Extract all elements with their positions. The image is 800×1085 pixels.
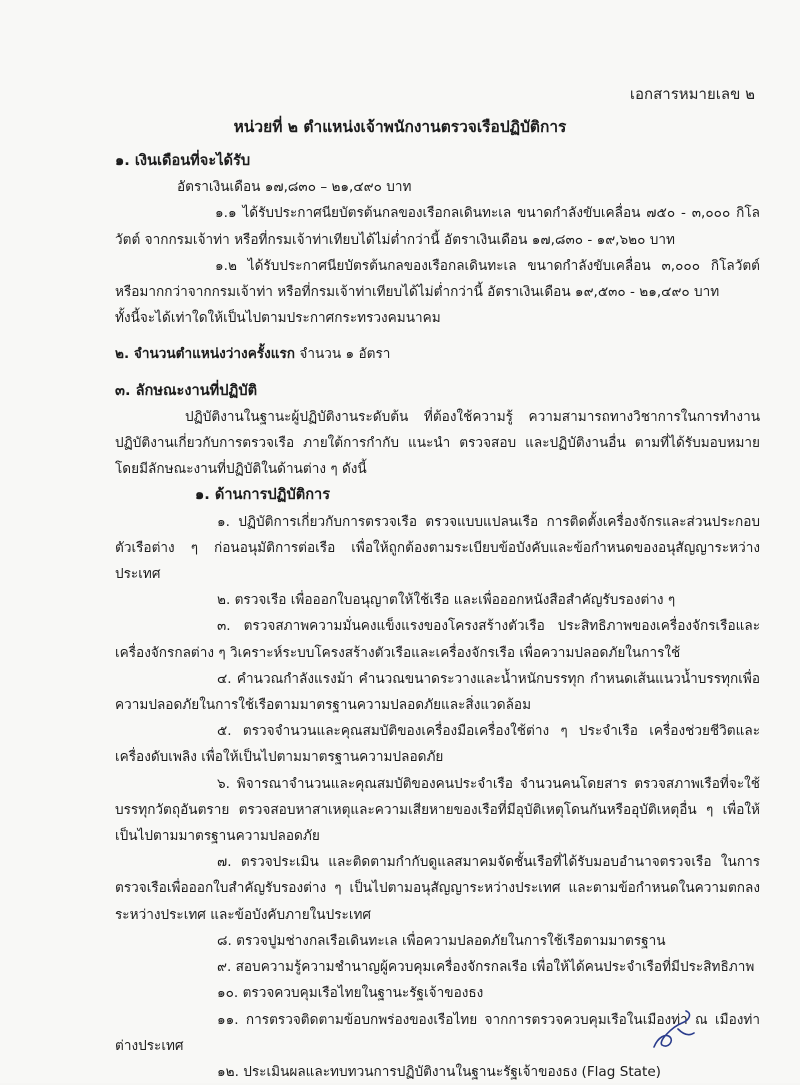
operations-heading: ๑. ด้านการปฏิบัติการ <box>195 486 331 504</box>
duty-item-8: ๘. ตรวจปูมช่างกลเรือเดินทะเล เพื่อความปลอดภัยในการใช้เรือตามมาตรฐาน <box>217 932 666 949</box>
section-2-heading: ๒. จำนวนตำแหน่งว่างครั้งแรก <box>115 346 296 363</box>
salary-rate: อัตราเงินเดือน ๑๗,๘๓๐ – ๒๑,๔๙๐ บาท <box>177 179 412 196</box>
duty-item-3: ๓. ตรวจสภาพความมั่นคงแข็งแรงของโครงสร้างตัวเรือ ประสิทธิภาพของเครื่องจักรเรือและเครื่องจักรกลต่าง ๆ วิเคราะห์ระบบโครงสร้างตัวเรือและเครื่องจักรเรือ เพื่อความปลอดภัยในการใช้ <box>115 618 760 661</box>
section-3-intro: ปฏิบัติงานในฐานะผู้ปฏิบัติงานระดับต้น ที่ต้องใช้ความรู้ ความสามารถทางวิชาการในการทำงาน ปฏิบัติงานเกี่ยวกับการตรวจเรือ ภายใต้การกำกับ แนะนำ ตรวจสอบ และปฏิบัติงานอื่น ตามที่ได้รับมอบหมาย โดยมีลักษณะงานที่ปฏิบัติในด้านต่าง ๆ ดังนี้ <box>115 408 760 478</box>
section-2-line <box>115 341 760 367</box>
duty-item-9: ๙. สอบความรู้ความชำนาญผู้ควบคุมเครื่องจักรกลเรือ เพื่อให้ได้คนประจำเรือที่มีประสิทธิภาพ <box>217 959 755 976</box>
vacancy-count: จำนวน ๑ อัตรา <box>299 346 391 363</box>
document-body <box>115 148 760 1085</box>
duty-item-12: ๑๒. ประเมินผลและทบทวนการปฏิบัติงานในฐานะรัฐเจ้าของธง (Flag State) <box>217 1063 661 1080</box>
duty-item-5: ๕. ตรวจจำนวนและคุณสมบัติของเครื่องมือเครื่องใช้ต่าง ๆ ประจำเรือ เครื่องช่วยชีวิตและเครื่องดับเพลิง เพื่อให้เป็นไปตามมาตรฐานความปลอดภัย <box>115 723 760 766</box>
salary-note: ทั้งนี้จะได้เท่าใดให้เป็นไปตามประกาศกระทรวงคมนาคม <box>115 310 441 327</box>
salary-condition-1-2: ๑.๒ ได้รับประกาศนียบัตรต้นกลของเรือกลเดินทะเล ขนาดกำลังขับเคลื่อน ๓,๐๐๐ กิโลวัตต์ หรือมากกว่าจากกรมเจ้าท่า หรือที่กรมเจ้าท่าเทียบได้ไม่ต่ำกว่านี้ อัตราเงินเดือน ๑๙,๕๓๐ - ๒๑,๔๙๐ บาท <box>115 257 760 301</box>
duty-item-1: ๑. ปฏิบัติการเกี่ยวกับการตรวจเรือ ตรวจแบบแปลนเรือ การติดตั้งเครื่องจักรและส่วนประกอบตัวเรือต่าง ๆ ก่อนอนุมัติการต่อเรือ เพื่อให้ถูกต้องตามระเบียบข้อบังคับและข้อกำหนดของอนุสัญญาระหว่างประเทศ <box>115 513 760 583</box>
duty-item-11: ๑๑. การตรวจติดตามข้อบกพร่องของเรือไทย จากการตรวจควบคุมเรือในเมืองท่า ณ เมืองท่าต่างประเทศ <box>115 1011 760 1054</box>
document-number: เอกสารหมายเลข ๒ <box>629 85 755 103</box>
section-1-heading: ๑. เงินเดือนที่จะได้รับ <box>115 152 251 169</box>
document-title: หน่วยที่ ๒ ตำแหน่งเจ้าพนักงานตรวจเรือปฏิบัติการ <box>233 118 567 136</box>
duty-item-2: ๒. ตรวจเรือ เพื่อออกใบอนุญาตให้ใช้เรือ และเพื่อออกหนังสือสำคัญรับรองต่าง ๆ <box>217 592 676 609</box>
section-3-heading: ๓. ลักษณะงานที่ปฏิบัติ <box>115 381 258 399</box>
duty-item-10: ๑๐. ตรวจควบคุมเรือไทยในฐานะรัฐเจ้าของธง <box>217 985 484 1002</box>
duty-item-7: ๗. ตรวจประเมิน และติดตามกำกับดูแลสมาคมจัดชั้นเรือที่ได้รับมอบอำนาจตรวจเรือ ในการตรวจเรือเพื่อออกใบสำคัญรับรองต่าง ๆ เป็นไปตามอนุสัญญาระหว่างประเทศ และตามข้อกำหนดในความตกลงระหว่างประเทศ และข้อบังคับภายในประเทศ <box>115 854 760 923</box>
handwritten-signature <box>648 1003 698 1053</box>
duty-item-4: ๔. คำนวณกำลังแรงม้า คำนวณขนาดระวางและน้ำหนักบรรทุก กำหนดเส้นแนวน้ำบรรทุกเพื่อความปลอดภัยในการใช้เรือตามมาตรฐานความปลอดภัยและสิ่งแวดล้อม <box>115 670 760 714</box>
duty-item-6: ๖. พิจารณาจำนวนและคุณสมบัติของคนประจำเรือ จำนวนคนโดยสาร ตรวจสภาพเรือที่จะใช้บรรทุกวัตถุอันตราย ตรวจสอบหาสาเหตุและความเสียหายของเรือที่มีอุบัติเหตุโดนกันหรืออุบัติเหตุอื่น ๆ เพื่อให้เป็นไปตามมาตรฐานความปลอดภัย <box>115 775 760 845</box>
salary-condition-1-1: ๑.๑ ได้รับประกาศนียบัตรต้นกลของเรือกลเดินทะเล ขนาดกำลังขับเคลื่อน ๗๕๐ - ๓,๐๐๐ กิโลวัตต์ จากกรมเจ้าท่า หรือที่กรมเจ้าท่าเทียบได้ไม่ต่ำกว่านี้ อัตราเงินเดือน ๑๗,๘๓๐ - ๑๙,๖๒๐ บาท <box>115 205 760 248</box>
